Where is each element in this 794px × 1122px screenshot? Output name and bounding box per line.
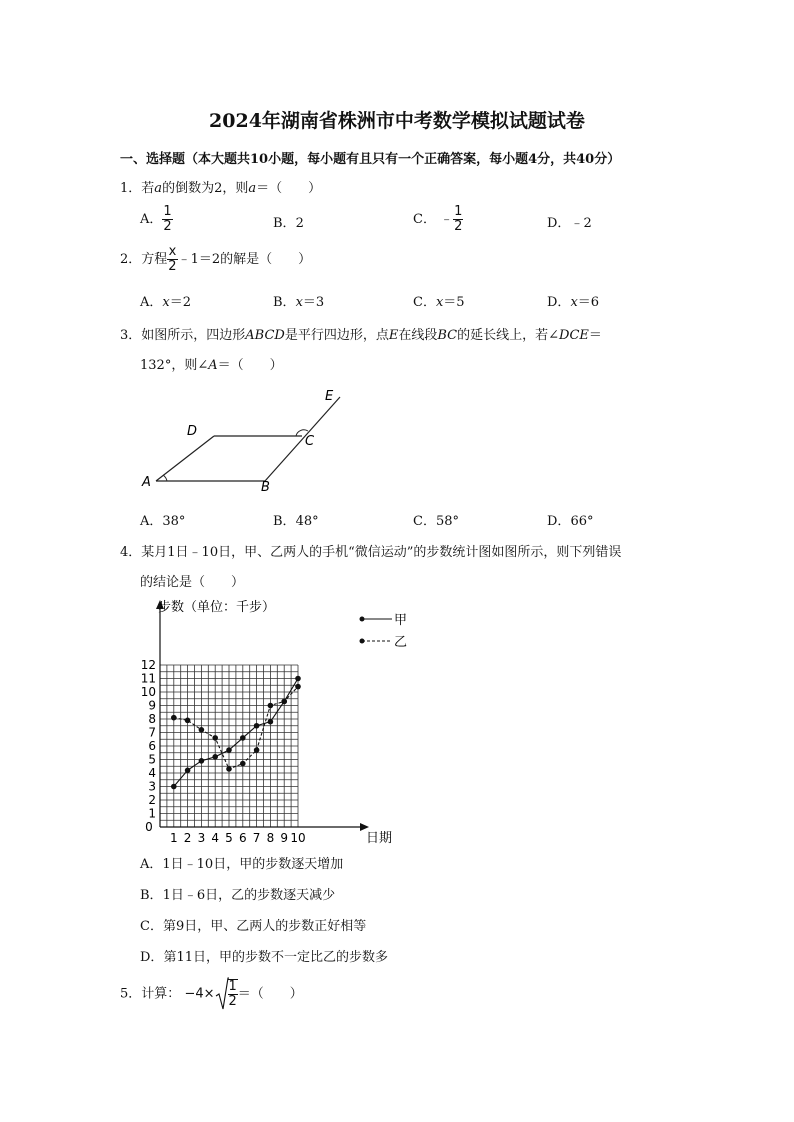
x-tick-label: 9 [280,831,289,845]
data-point [254,723,260,729]
q1-option-a [140,205,173,234]
x-tick-label: 8 [266,831,275,845]
data-point [268,703,274,709]
data-point [226,747,232,753]
q1-var-a: a [154,181,163,196]
label-b: B [261,480,270,495]
label-d: D [187,424,198,439]
q1-text-pre: 若 [141,181,155,196]
option-label: A． [140,212,163,227]
y-tick-label: 11 [140,671,156,686]
side-ad [156,436,214,481]
page-title: 2024年湖南省株洲市中考数学模拟试题试卷 [209,110,585,132]
x-tick-label: 5 [225,831,233,845]
q3-option-c: C．58° [413,514,459,529]
data-point [240,735,246,741]
angle-a-arc [163,475,167,481]
q1-option-b [273,212,304,231]
q4-option-d: D．第11日，甲的步数不一定比乙的步数多 [140,950,388,965]
legend-label: 甲 [394,613,408,628]
parallelogram-figure [130,380,360,495]
data-point [226,766,232,772]
q3-option-a: A．38° [140,514,186,529]
option-value: ﹣2 [570,216,592,231]
data-point [268,719,274,725]
x-tick-label: 7 [252,831,261,845]
x-axis-arrow-icon [360,823,369,831]
option-label: D． [547,216,571,231]
question-1 [120,177,321,196]
q4-option-c: C．第9日，甲、乙两人的步数正好相等 [140,919,367,934]
q3-option-d: D．66° [547,514,594,529]
q2-text-pre: 方程 [141,252,168,267]
y-tick-label: 10 [140,685,156,699]
data-point [254,747,260,753]
step-count-chart [140,595,430,845]
y-tick-label: 9 [148,698,156,713]
question-5: 5．计算： −4× $\frac{1}{2}$ ＝（ ） [120,976,303,1012]
data-point [295,676,301,682]
question-number: 3． [120,328,142,343]
q4-option-b: B．1日﹣6日，乙的步数逐天减少 [140,888,336,903]
q2-option-c: C．x＝5 [413,295,465,310]
y-tick-label: 7 [148,725,156,740]
data-point [185,718,191,724]
option-label: B． [273,216,296,231]
radical-sign-icon [215,976,229,1012]
data-point [281,699,287,705]
y-tick-label: 12 [140,658,156,672]
q5-expr: −4× [184,986,215,1002]
q2-option-d: D．x＝6 [547,295,600,310]
data-point [212,735,218,741]
option-value: 2 [295,216,304,231]
chart-title: 步数（单位：千步） [158,600,276,615]
x-tick-label: 4 [211,831,220,845]
question-3-line-1: 3．如图所示，四边形ABCD是平行四边形，点E在线段BC的延长线上，若∠DCE＝ [120,328,602,343]
fraction: $\frac{1}{2}$ [454,204,463,234]
x-tick-label: 6 [238,831,247,845]
y-tick-label: 1 [148,806,156,821]
option-label: C． [413,212,436,227]
data-point [240,761,246,767]
q1-text-mid: 的倒数为2，则 [162,181,249,196]
data-point [185,768,191,774]
fraction: $\frac{1}{2}$ [163,204,172,234]
y-tick-label: 5 [148,752,156,767]
q1-option-c [413,205,463,234]
question-4-line-2: 的结论是（ ） [140,575,245,590]
square-root [215,976,238,1012]
minus-sign: ﹣ [440,212,454,227]
x-tick-label: 0 [145,820,153,834]
label-a: A [142,475,151,490]
data-point [171,715,177,721]
x-tick-label: 2 [183,831,192,845]
y-tick-label: 8 [148,712,156,726]
q2-text-post: ﹣1＝2的解是（ ） [177,252,312,267]
label-e: E [325,389,334,404]
question-number: 5． [120,986,142,1002]
x-tick-label: 1 [169,831,178,845]
question-2 [120,245,311,274]
data-point [199,727,205,733]
fraction: $\frac{x}{2}$ [168,244,177,274]
question-3-line-2: 132°，则∠A＝（ ） [140,358,283,373]
section-header: 一、选择题（本大题共10小题，每小题有且只有一个正确答案，每小题4分，共40分） [120,152,621,167]
question-number: 2． [120,252,142,267]
q4-option-a: A．1日﹣10日，甲的步数逐天增加 [140,857,344,872]
legend-label: 乙 [394,635,408,650]
q1-var-a2: a [248,181,257,196]
label-c: C [305,434,315,449]
q2-option-b: B．x＝3 [273,295,325,310]
data-point [199,758,205,764]
q2-option-a: A．x＝2 [140,295,192,310]
question-number: 4． [120,545,142,560]
data-point [171,784,177,790]
y-tick-label: 2 [148,793,156,807]
data-point [295,684,301,690]
question-number: 1． [120,181,142,196]
y-tick-label: 3 [148,779,156,794]
data-point [212,754,218,760]
question-4-line-1: 4．某月1日﹣10日，甲、乙两人的手机“微信运动”的步数统计图如图所示，则下列错误 [120,545,622,560]
x-axis-label: 日期 [366,831,393,845]
fraction: $\frac{1}{2}$ [228,979,237,1009]
y-tick-label: 4 [148,766,156,780]
line-be [265,397,340,481]
q3-option-b: B．48° [273,514,319,529]
q1-option-d [547,212,592,231]
x-tick-label: 10 [290,831,306,845]
q1-text-post: ＝（ ） [256,181,322,196]
x-tick-label: 3 [197,831,206,845]
y-tick-label: 6 [148,739,156,753]
